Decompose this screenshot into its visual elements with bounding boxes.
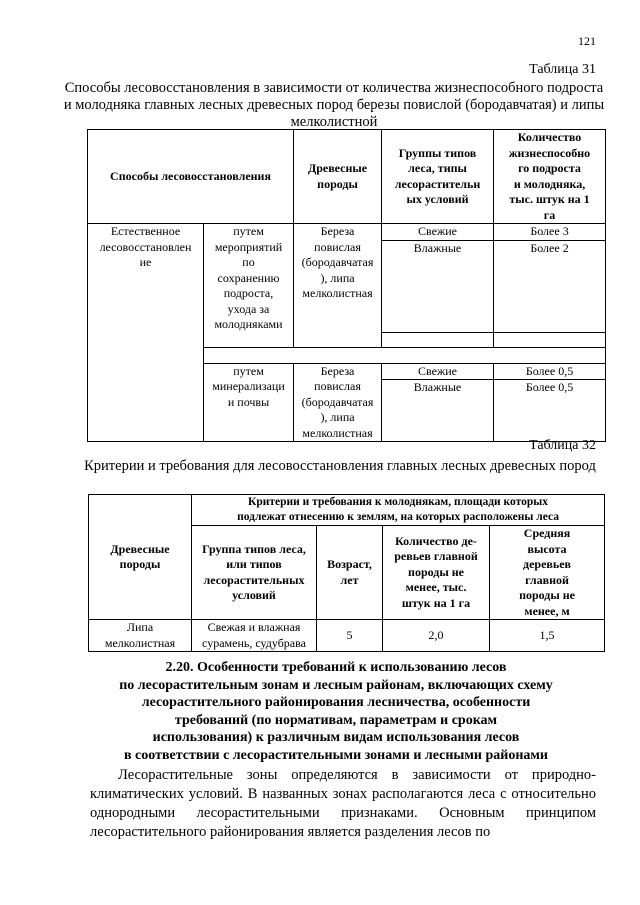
method-cell: путем минерализаци и почвы xyxy=(204,363,294,442)
header-count: Количество де- ревьев главной породы не менее, тыс. штук на 1 га xyxy=(383,526,490,620)
quantity-cell: Более 2 xyxy=(494,240,606,332)
group-cell: Свежие xyxy=(382,224,494,241)
height-cell: 1,5 xyxy=(490,620,605,652)
header-age: Возраст, лет xyxy=(317,526,383,620)
quantity-cell: Более 0,5 xyxy=(494,363,606,380)
section-paragraph: Лесорастительные зоны определяются в зависимости от природно-климатических условий. В названных зонах располагаются леса с относительно однородными лесорастительными признаками. Основным принципом лесорастительного районирования является разделения лесов по xyxy=(90,767,596,840)
table-32-title: Критерии и требования для лесовосстановления главных лесных древесных пород xyxy=(84,458,596,474)
header-quantity: Количество жизнеспособно го подроста и молодняка, тыс. штук на 1 га xyxy=(494,130,606,224)
method-type-cell: Естественное лесовосстановлен ие xyxy=(88,224,204,442)
page-number: 121 xyxy=(578,34,596,48)
table-row xyxy=(89,620,605,652)
section-heading: 2.20. Особенности требований к использованию лесов по лесорастительным зонам и лесным районам, включающих схему лесорастительного районирования лесничества, особенности требований (по нормативам, параметрам и срокам использования) к различным видам использования лесов в соответствии с лесорастительными зонами и лесными районами xyxy=(119,660,553,763)
quantity-cell: Более 3 xyxy=(494,224,606,241)
header-criteria: Критерии и требования к молоднякам, площади которых подлежат отнесению к землям, на которых расположены леса xyxy=(192,495,605,526)
empty-cell xyxy=(494,332,606,347)
species-cell: Липа мелколистная xyxy=(89,620,192,652)
header-height: Средняя высота деревьев главной породы не менее, м xyxy=(490,526,605,620)
method-cell: путем мероприятий по сохранению подроста, ухода за молодняками xyxy=(204,224,294,348)
empty-cell xyxy=(382,332,494,347)
quantity-cell: Более 0,5 xyxy=(494,380,606,442)
header-species: Древесные породы xyxy=(89,495,192,620)
header-species: Древесные породы xyxy=(294,130,382,224)
table-31 xyxy=(87,129,606,442)
table-32 xyxy=(88,494,605,652)
spacer-row xyxy=(204,347,606,363)
header-group: Группа типов леса, или типов лесорастительных условий xyxy=(192,526,317,620)
group-cell: Свежая и влажная сурамень, судубрава xyxy=(192,620,317,652)
table-31-title: Способы лесовосстановления в зависимости от количества жизнеспособного подроста и молодняка главных лесных древесных пород березы повислой (бородавчатая) и липы мелколистной xyxy=(63,80,605,130)
group-cell: Свежие xyxy=(382,363,494,380)
group-cell: Влажные xyxy=(382,240,494,332)
table-31-caption: Таблица 31 xyxy=(529,62,596,77)
table-32-caption: Таблица 32 xyxy=(529,438,596,453)
species-cell: Береза повислая (бородавчатая ), липа мелколистная xyxy=(294,224,382,348)
group-cell: Влажные xyxy=(382,380,494,442)
header-groups: Группы типов леса, типы лесорастительн ых условий xyxy=(382,130,494,224)
count-cell: 2,0 xyxy=(383,620,490,652)
header-methods: Способы лесовосстановления xyxy=(88,130,294,224)
species-cell: Береза повислая (бородавчатая ), липа мелколистная xyxy=(294,363,382,442)
age-cell: 5 xyxy=(317,620,383,652)
